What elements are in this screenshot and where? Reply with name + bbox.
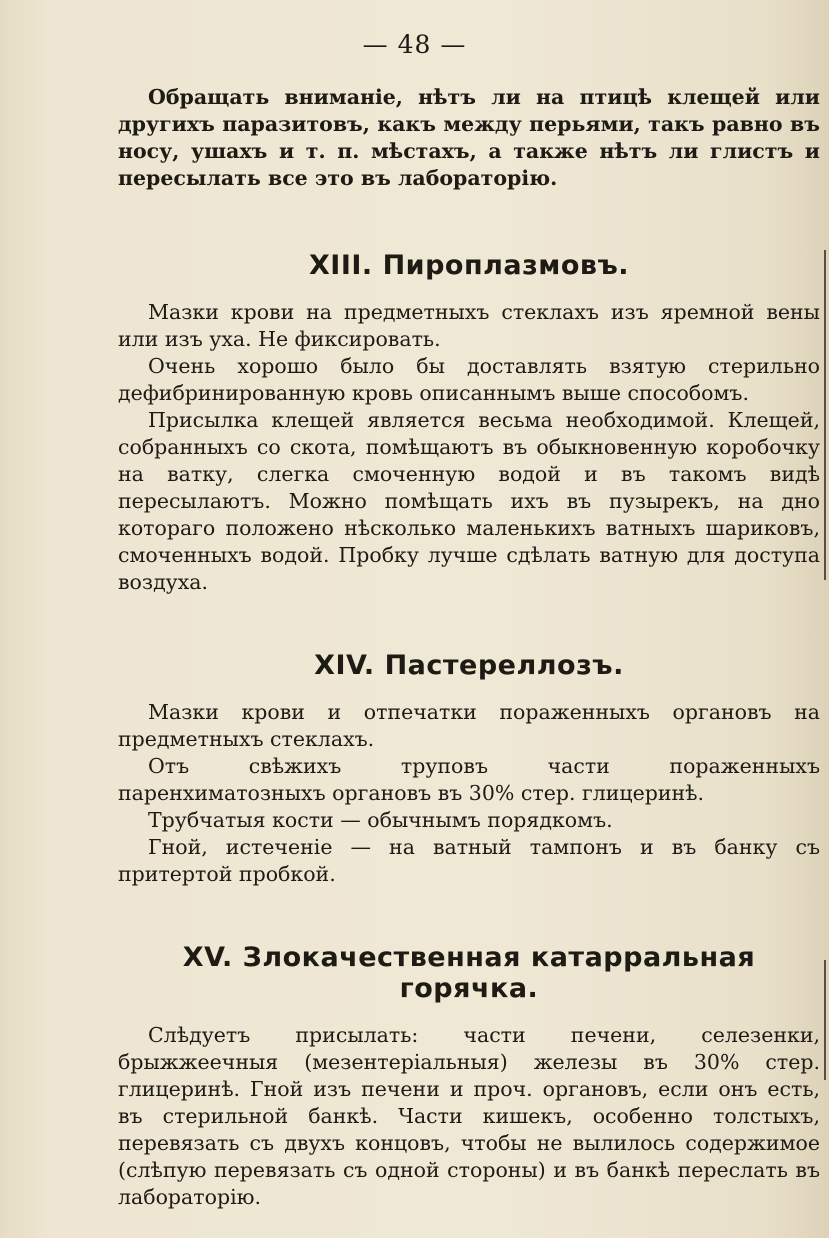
section-xiv-paragraph-4: Гной, истеченіе — на ватный тампонъ и въ банку съ притертой пробкой. (118, 835, 820, 886)
section-xiv-paragraph-2: Отъ свѣжихъ труповъ части пораженныхъ паренхиматозныхъ органовъ въ 30% стер. глицеринѣ. (118, 754, 820, 805)
section-xiii-paragraph-1: Мазки крови на предметныхъ стеклахъ изъ яремной вены или изъ уха. Не фиксировать. (118, 300, 820, 351)
page-edge-shadow (824, 960, 826, 1080)
section-xiii-paragraph-2: Очень хорошо было бы доставлять взятую стерильно дефибринированную кровь описаннымъ выше способомъ. (118, 354, 820, 405)
section-heading-xiii: XIII. Пироплазмовъ. (308, 250, 630, 281)
page-edge-shadow (824, 250, 826, 580)
section-heading-xiv: XIV. Пастереллозъ. (314, 650, 624, 681)
section-xiv-paragraph-3: Трубчатыя кости — обычнымъ порядкомъ. (148, 808, 613, 832)
page-body (118, 84, 820, 1211)
page-number: — 48 — (362, 30, 467, 59)
section-xiii-paragraph-3: Присылка клещей является весьма необходимой. Клещей, собранныхъ со скота, помѣщаютъ въ обыкновенную коробочку на ватку, слегка смоченную водой и въ такомъ видѣ пересылаютъ. Можно помѣщать ихъ въ пузырекъ, на дно котораго положено нѣсколько маленькихъ ватныхъ шариковъ, смоченныхъ водой. Пробку лучше сдѣлать ватную для доступа воздуха. (118, 408, 820, 594)
section-xiv-paragraph-1: Мазки крови и отпечатки пораженныхъ органовъ на предметныхъ стеклахъ. (118, 700, 820, 751)
section-heading-xv: XV. Злокачественная катарральная горячка. (182, 942, 756, 1004)
intro-paragraph: Обращать вниманіе, нѣтъ ли на птицѣ клещей или другихъ паразитовъ, какъ между перьями, такъ равно въ носу, ушахъ и т. п. мѣстахъ, а также нѣтъ ли глистъ и пересылать все это въ лабораторію. (118, 85, 820, 190)
section-xv-paragraph-1: Слѣдуетъ присылать: части печени, селезенки, брыжжеечныя (мезентеріальныя) железы въ 30% стер. глицеринѣ. Гной изъ печени и проч. органовъ, если онъ есть, въ стерильной банкѣ. Части кишекъ, особенно толстыхъ, перевязать съ двухъ концовъ, чтобы не вылилось содержимое (слѣпую перевязать съ одной стороны) и въ банкѣ переслать въ лабораторію. (118, 1023, 820, 1209)
